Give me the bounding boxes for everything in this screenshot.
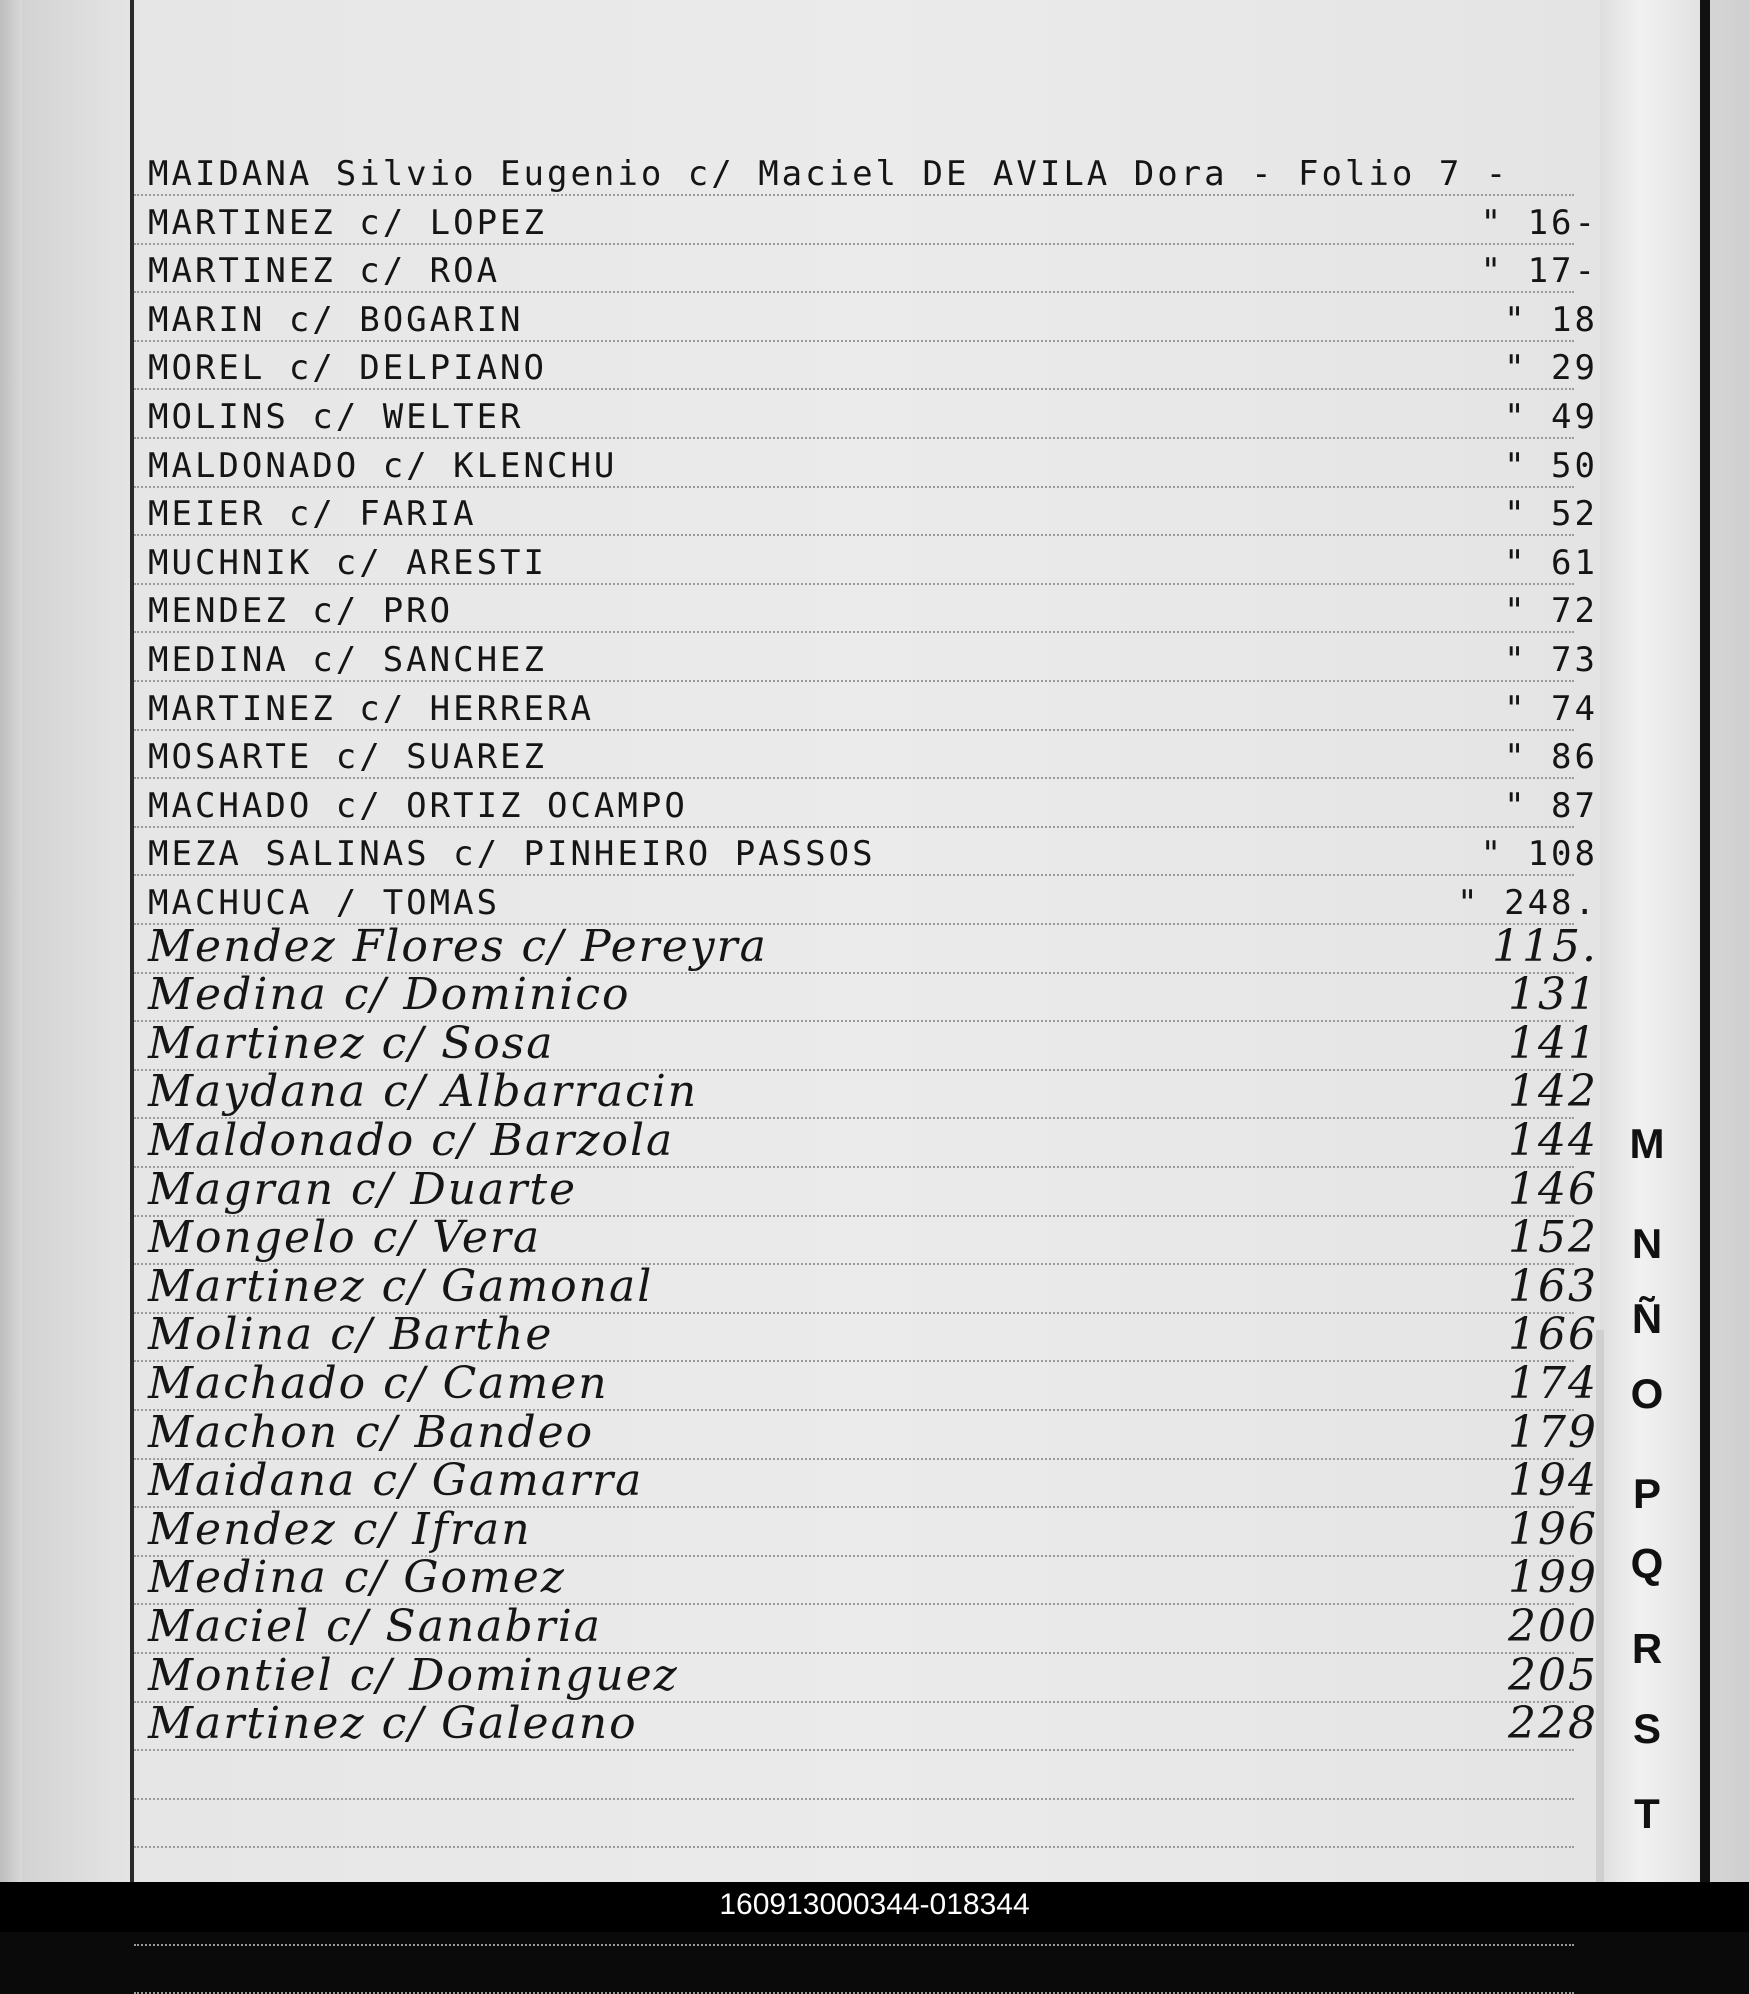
scan-id: 160913000344-018344 [719,1888,1030,1921]
entry-row [148,1649,1598,1703]
entry-row [148,1601,1598,1654]
entry-row [148,1017,1598,1071]
entry-row [148,1163,1598,1217]
entry-name: Martinez c/ Sosa [148,1017,555,1069]
entry-folio: " 248. [1457,883,1598,923]
index-tab-t[interactable]: T [1634,1790,1660,1837]
entry-row [148,636,1598,682]
entry-folio: 115. [1492,920,1598,972]
entry-row [148,247,1598,293]
entry-row [148,490,1598,536]
entry-row [148,1212,1598,1265]
entry-folio: 194 [1508,1455,1598,1507]
entry-name: MOREL c/ DELPIANO [148,348,547,389]
entry-name: MOLINS c/ WELTER [148,397,524,437]
index-tab-r[interactable]: R [1631,1625,1663,1672]
entry-row [148,879,1598,925]
entry-folio: 146 [1508,1163,1598,1215]
entry-folio: 131 [1508,969,1598,1021]
index-tab-o[interactable]: O [1630,1370,1664,1417]
entry-folio: 141 [1508,1017,1598,1069]
entry-folio: " 72 [1504,591,1598,632]
entry-folio: 166 [1508,1309,1598,1361]
entry-row [148,830,1598,876]
entry-name: Maciel c/ Sanabria [148,1601,602,1652]
entry-row [148,1066,1598,1119]
ruled-line [134,1944,1574,1946]
entry-row [148,685,1598,731]
entry-folio: 196 [1508,1503,1598,1555]
entry-row [148,1455,1598,1508]
entry-folio: " 52 [1504,494,1598,535]
entry-name: Mongelo c/ Vera [148,1212,542,1264]
entry-folio: 163 [1508,1260,1598,1312]
entry-row [148,1309,1598,1362]
entry-row [148,1503,1598,1557]
entry-name: Martinez c/ Gamonal [148,1260,654,1312]
entry-name: MOSARTE c/ SUAREZ [148,737,547,778]
entry-row [148,150,1598,196]
entry-name: MUCHNIK c/ ARESTI [148,542,547,583]
index-tab-m[interactable]: M [1629,1120,1665,1167]
entry-row [148,199,1598,245]
entry-folio: 142 [1508,1066,1598,1118]
entry-name: MARIN c/ BOGARIN [148,299,524,340]
entry-folio: " 17- [1480,251,1598,292]
entry-name: MEIER c/ FARIA [148,494,477,535]
entry-name: Maidana c/ Gamarra [148,1455,644,1507]
index-tab-q[interactable]: Q [1630,1540,1664,1587]
index-tab-s[interactable]: S [1632,1705,1661,1752]
entry-row [148,1698,1598,1751]
entry-name: MENDEZ c/ PRO [148,591,454,632]
entry-folio: " 18 [1504,299,1598,340]
entry-folio: 228 [1508,1698,1598,1750]
entry-row [148,1358,1598,1411]
entry-name: MARTINEZ c/ ROA [148,251,501,292]
entry-name: Montiel c/ Dominguez [148,1649,679,1701]
entry-row [148,1260,1598,1314]
entry-folio: 200 [1508,1601,1598,1652]
entry-name: MAIDANA Silvio Eugenio c/ Maciel DE AVILA Dora - Folio 7 - [148,154,1510,194]
entry-folio: 144 [1508,1115,1598,1166]
entry-row [148,969,1598,1022]
entry-folio: " 29 [1504,348,1598,389]
entry-folio: " 86 [1504,737,1598,778]
entry-name: MARTINEZ c/ HERRERA [148,688,594,729]
entry-folio: " 74 [1504,688,1598,729]
page-right-border [1700,0,1710,1882]
entry-folio: " 73 [1504,640,1598,680]
entry-folio: 205 [1508,1649,1598,1701]
entry-row [148,1115,1598,1168]
entry-folio: 179 [1508,1406,1598,1458]
entry-name: MARTINEZ c/ LOPEZ [148,202,547,243]
index-tab-n[interactable]: N [1631,1220,1663,1267]
entry-name: Mendez Flores c/ Pereyra [148,920,768,972]
entry-folio: " 16- [1480,202,1598,243]
entry-row [148,782,1598,828]
entry-name: Martinez c/ Galeano [148,1698,638,1750]
entry-name: MEDINA c/ SANCHEZ [148,640,547,680]
entry-row [148,442,1598,488]
entry-name: Maldonado c/ Barzola [148,1115,675,1166]
index-tab-strip [1600,0,1700,1882]
entry-folio: " 50 [1504,445,1598,486]
entry-row [148,344,1598,390]
entry-row [148,587,1598,633]
entry-name: Mendez c/ Ifran [148,1503,532,1555]
entry-folio: 174 [1508,1358,1598,1409]
entry-row [148,539,1598,585]
entry-name: Machado c/ Camen [148,1358,609,1409]
entry-name: Magran c/ Duarte [148,1163,578,1215]
entry-folio: " 61 [1504,542,1598,583]
entry-folio: " 49 [1504,397,1598,437]
index-tab-enye[interactable]: Ñ [1631,1295,1663,1342]
entry-row [148,1552,1598,1605]
entry-name: MACHADO c/ ORTIZ OCAMPO [148,785,688,826]
entry-name: MACHUCA / TOMAS [148,883,501,923]
entry-row [148,1406,1598,1460]
entry-name: MALDONADO c/ KLENCHU [148,445,618,486]
entry-row [148,393,1598,439]
entry-row [148,733,1598,779]
entry-name: Medina c/ Dominico [148,969,631,1021]
entry-name: Machon c/ Bandeo [148,1406,595,1458]
entry-folio: " 87 [1504,785,1598,826]
entry-name: Molina c/ Barthe [148,1309,554,1361]
entry-name: Maydana c/ Albarracin [148,1066,699,1118]
entry-row [148,296,1598,342]
entry-folio: 152 [1508,1212,1598,1264]
index-tab-p[interactable]: P [1632,1470,1661,1517]
entry-folio: " 108 [1480,834,1598,875]
scan-footer [0,1882,1749,1932]
entry-row [148,920,1598,974]
entry-folio: 199 [1508,1552,1598,1604]
entry-name: Medina c/ Gomez [148,1552,566,1604]
entry-name: MEZA SALINAS c/ PINHEIRO PASSOS [148,834,876,875]
